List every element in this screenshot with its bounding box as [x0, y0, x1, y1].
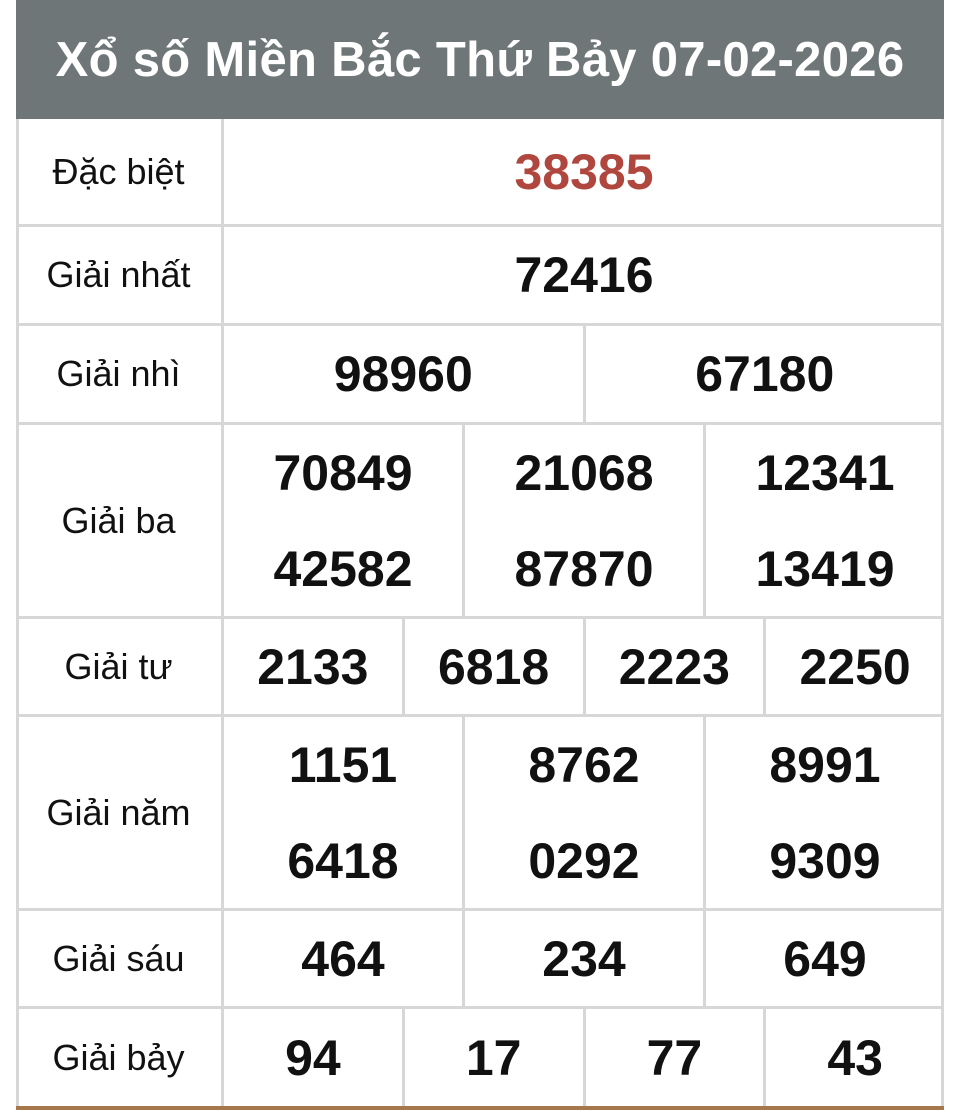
row-giai-sau — [16, 911, 944, 1009]
prize-label-giai-bay: Giải bảy — [16, 1009, 224, 1106]
table-bottom-bar — [16, 1106, 944, 1110]
row-giai-tu — [16, 619, 944, 717]
prize-number: 2223 — [586, 619, 767, 714]
row-giai-nam — [16, 717, 944, 911]
prize-column — [465, 425, 706, 616]
prize-label-giai-sau: Giải sáu — [16, 911, 224, 1006]
prize-number: 2133 — [224, 619, 405, 714]
prize-number: 9309 — [769, 832, 881, 889]
prize-number: 94 — [224, 1009, 405, 1106]
prize-number: 6818 — [405, 619, 586, 714]
row-giai-nhi — [16, 326, 944, 425]
special-prize-number: 38385 — [514, 143, 654, 200]
lottery-results-table — [16, 0, 944, 1110]
prize-number: 464 — [224, 911, 465, 1006]
prize-number: 43 — [827, 1029, 883, 1086]
prize-number: 12341 — [755, 444, 895, 501]
prize-number: 8991 — [769, 736, 881, 793]
row-giai-nhat — [16, 227, 944, 326]
row-giai-ba — [16, 425, 944, 619]
prize-label-giai-nhi: Giải nhì — [16, 326, 224, 422]
prize-label-giai-nam: Giải năm — [16, 717, 224, 908]
prize-label-giai-nhat: Giải nhất — [16, 227, 224, 323]
prize-number: 67180 — [695, 346, 835, 402]
prize-number: 21068 — [514, 444, 654, 501]
prize-column — [465, 717, 706, 908]
prize-column — [224, 717, 465, 908]
prize-number: 1151 — [288, 736, 398, 793]
prize-label-giai-tu: Giải tư — [16, 619, 224, 714]
prize-number: 77 — [586, 1009, 767, 1106]
prize-column — [706, 425, 944, 616]
row-dac-biet — [16, 119, 944, 227]
prize-number: 70849 — [273, 444, 413, 501]
prize-number: 649 — [783, 930, 867, 987]
prize-number: 6418 — [287, 832, 399, 889]
prize-number: 98960 — [224, 326, 586, 422]
prize-number: 234 — [465, 911, 706, 1006]
prize-number: 17 — [405, 1009, 586, 1106]
prize-number: 87870 — [514, 540, 654, 597]
prize-number: 0292 — [528, 832, 640, 889]
prize-column — [224, 425, 465, 616]
prize-column — [706, 717, 944, 908]
table-border-left — [16, 119, 19, 1110]
page-title: Xổ số Miền Bắc Thứ Bảy 07-02-2026 — [16, 0, 944, 119]
prize-number: 72416 — [514, 247, 654, 303]
prize-number: 2250 — [799, 638, 911, 695]
prize-number: 42582 — [273, 540, 413, 597]
row-giai-bay — [16, 1009, 944, 1106]
prize-number: 13419 — [755, 540, 895, 597]
prize-number: 8762 — [528, 736, 640, 793]
prize-label-giai-ba: Giải ba — [16, 425, 224, 616]
table-border-right — [941, 119, 944, 1110]
prize-label-dac-biet: Đặc biệt — [16, 119, 224, 224]
